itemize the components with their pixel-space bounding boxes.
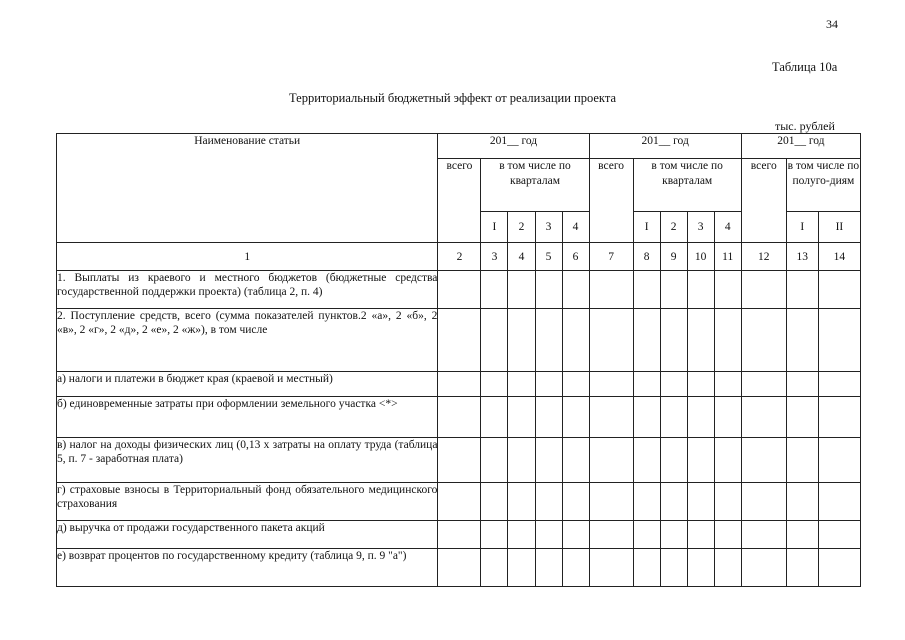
data-cell xyxy=(714,309,741,372)
document-title: Территориальный бюджетный эффект от реализации проекта xyxy=(288,91,616,105)
data-cell xyxy=(687,438,714,483)
data-cell xyxy=(562,438,589,483)
data-cell xyxy=(562,549,589,587)
table-body xyxy=(57,271,861,587)
quarter-label: 3 xyxy=(687,212,714,243)
data-cell xyxy=(481,309,508,372)
data-cell xyxy=(741,521,786,549)
table-row xyxy=(57,372,861,397)
row-label: 1. Выплаты из краевого и местного бюджетов (бюджетные средства государственной поддержки проекта) (таблица 2, п. 4) xyxy=(57,271,438,309)
data-cell xyxy=(535,397,562,438)
quarter-label: I xyxy=(633,212,660,243)
data-cell xyxy=(438,549,481,587)
header-year-3: 201__ год xyxy=(741,134,860,159)
data-cell xyxy=(633,397,660,438)
quarter-label: 2 xyxy=(660,212,687,243)
data-cell xyxy=(786,397,818,438)
data-cell xyxy=(714,521,741,549)
quarter-label: I xyxy=(481,212,508,243)
half-year-label: I xyxy=(786,212,818,243)
data-cell xyxy=(687,549,714,587)
data-cell xyxy=(438,521,481,549)
data-cell xyxy=(508,549,535,587)
budget-effect-table xyxy=(56,133,861,587)
data-cell xyxy=(535,309,562,372)
quarter-label: 3 xyxy=(535,212,562,243)
data-cell xyxy=(818,309,860,372)
column-number: 3 xyxy=(481,243,508,271)
data-cell xyxy=(508,397,535,438)
header-by-halves: в том числе по полуго-диям xyxy=(786,159,860,212)
data-cell xyxy=(741,372,786,397)
data-cell xyxy=(714,483,741,521)
data-cell xyxy=(589,483,633,521)
row-label: д) выручка от продажи государственного пакета акций xyxy=(57,521,438,549)
data-cell xyxy=(741,438,786,483)
quarter-label: 4 xyxy=(714,212,741,243)
table-row xyxy=(57,521,861,549)
data-cell xyxy=(535,483,562,521)
header-by-quarters-2: в том числе по кварталам xyxy=(633,159,741,212)
data-cell xyxy=(741,271,786,309)
data-cell xyxy=(589,438,633,483)
data-cell xyxy=(438,397,481,438)
quarter-label: 4 xyxy=(562,212,589,243)
data-cell xyxy=(660,309,687,372)
half-year-label: II xyxy=(818,212,860,243)
data-cell xyxy=(535,521,562,549)
header-item-name: Наименование статьи xyxy=(57,134,438,243)
data-cell xyxy=(481,397,508,438)
data-cell xyxy=(786,372,818,397)
data-cell xyxy=(535,438,562,483)
header-year-1: 201__ год xyxy=(438,134,589,159)
column-number: 12 xyxy=(741,243,786,271)
data-cell xyxy=(562,483,589,521)
column-number: 1 xyxy=(57,243,438,271)
table-row xyxy=(57,271,861,309)
data-cell xyxy=(786,483,818,521)
data-cell xyxy=(786,309,818,372)
quarter-label: 2 xyxy=(508,212,535,243)
column-number: 5 xyxy=(535,243,562,271)
data-cell xyxy=(818,549,860,587)
data-cell xyxy=(589,521,633,549)
data-cell xyxy=(562,309,589,372)
data-cell xyxy=(633,271,660,309)
data-cell xyxy=(741,549,786,587)
data-cell xyxy=(508,372,535,397)
data-cell xyxy=(786,271,818,309)
data-cell xyxy=(660,549,687,587)
data-cell xyxy=(818,372,860,397)
data-cell xyxy=(508,438,535,483)
data-cell xyxy=(786,521,818,549)
column-number-row xyxy=(57,243,861,271)
header-total-3: всего xyxy=(741,159,786,243)
row-label: е) возврат процентов по государственному кредиту (таблица 9, п. 9 "а") xyxy=(57,549,438,587)
data-cell xyxy=(438,309,481,372)
header-by-quarters-1: в том числе по кварталам xyxy=(481,159,589,212)
data-cell xyxy=(633,549,660,587)
data-cell xyxy=(818,271,860,309)
data-cell xyxy=(481,372,508,397)
data-cell xyxy=(660,438,687,483)
data-cell xyxy=(438,438,481,483)
data-cell xyxy=(660,521,687,549)
data-cell xyxy=(562,397,589,438)
data-cell xyxy=(714,372,741,397)
header-year-2: 201__ год xyxy=(589,134,741,159)
row-label: г) страховые взносы в Территориальный фонд обязательного медицинского страхования xyxy=(57,483,438,521)
header-total-1: всего xyxy=(438,159,481,243)
data-cell xyxy=(508,521,535,549)
data-cell xyxy=(589,549,633,587)
data-cell xyxy=(589,271,633,309)
data-cell xyxy=(786,549,818,587)
column-number: 13 xyxy=(786,243,818,271)
data-cell xyxy=(481,549,508,587)
data-cell xyxy=(438,483,481,521)
column-number: 10 xyxy=(687,243,714,271)
data-cell xyxy=(818,521,860,549)
table-row xyxy=(57,397,861,438)
data-cell xyxy=(714,438,741,483)
data-cell xyxy=(562,372,589,397)
column-number: 11 xyxy=(714,243,741,271)
data-cell xyxy=(660,397,687,438)
table-label: Таблица 10а xyxy=(772,60,838,74)
data-cell xyxy=(741,483,786,521)
data-cell xyxy=(741,309,786,372)
row-label: 2. Поступление средств, всего (сумма показателей пунктов.2 «а», 2 «б», 2 «в», 2 «г», 2 «д», 2 «е», 2 «ж»), в том числе xyxy=(57,309,438,372)
column-number: 4 xyxy=(508,243,535,271)
data-cell xyxy=(741,397,786,438)
data-cell xyxy=(714,549,741,587)
data-cell xyxy=(481,271,508,309)
page-number: 34 xyxy=(826,17,838,31)
data-cell xyxy=(481,521,508,549)
column-number: 8 xyxy=(633,243,660,271)
column-number: 9 xyxy=(660,243,687,271)
data-cell xyxy=(660,372,687,397)
data-cell xyxy=(508,271,535,309)
data-cell xyxy=(660,271,687,309)
data-cell xyxy=(438,372,481,397)
data-cell xyxy=(660,483,687,521)
data-cell xyxy=(633,521,660,549)
data-cell xyxy=(535,372,562,397)
data-cell xyxy=(508,483,535,521)
data-cell xyxy=(687,372,714,397)
data-cell xyxy=(786,438,818,483)
column-number: 2 xyxy=(438,243,481,271)
data-cell xyxy=(818,397,860,438)
data-cell xyxy=(687,271,714,309)
data-cell xyxy=(818,438,860,483)
table-row xyxy=(57,438,861,483)
row-label: в) налог на доходы физических лиц (0,13 х затраты на оплату труда (таблица 5, п. 7 - заработная плата) xyxy=(57,438,438,483)
data-cell xyxy=(562,271,589,309)
data-cell xyxy=(481,483,508,521)
data-cell xyxy=(633,483,660,521)
data-cell xyxy=(687,521,714,549)
data-cell xyxy=(589,372,633,397)
data-cell xyxy=(633,372,660,397)
table-row xyxy=(57,309,861,372)
column-number: 6 xyxy=(562,243,589,271)
data-cell xyxy=(438,271,481,309)
data-cell xyxy=(714,397,741,438)
data-cell xyxy=(633,309,660,372)
data-cell xyxy=(481,438,508,483)
row-label: б) единовременные затраты при оформлении земельного участка <*> xyxy=(57,397,438,438)
data-cell xyxy=(687,309,714,372)
data-cell xyxy=(535,271,562,309)
data-cell xyxy=(818,483,860,521)
units-label: тыс. рублей xyxy=(775,119,835,133)
column-number: 7 xyxy=(589,243,633,271)
row-label: а) налоги и платежи в бюджет края (краевой и местный) xyxy=(57,372,438,397)
data-cell xyxy=(508,309,535,372)
data-cell xyxy=(687,397,714,438)
table-row xyxy=(57,483,861,521)
data-cell xyxy=(687,483,714,521)
table-row xyxy=(57,549,861,587)
data-cell xyxy=(589,309,633,372)
data-cell xyxy=(562,521,589,549)
data-cell xyxy=(589,397,633,438)
data-cell xyxy=(633,438,660,483)
data-cell xyxy=(714,271,741,309)
data-cell xyxy=(535,549,562,587)
header-total-2: всего xyxy=(589,159,633,243)
column-number: 14 xyxy=(818,243,860,271)
